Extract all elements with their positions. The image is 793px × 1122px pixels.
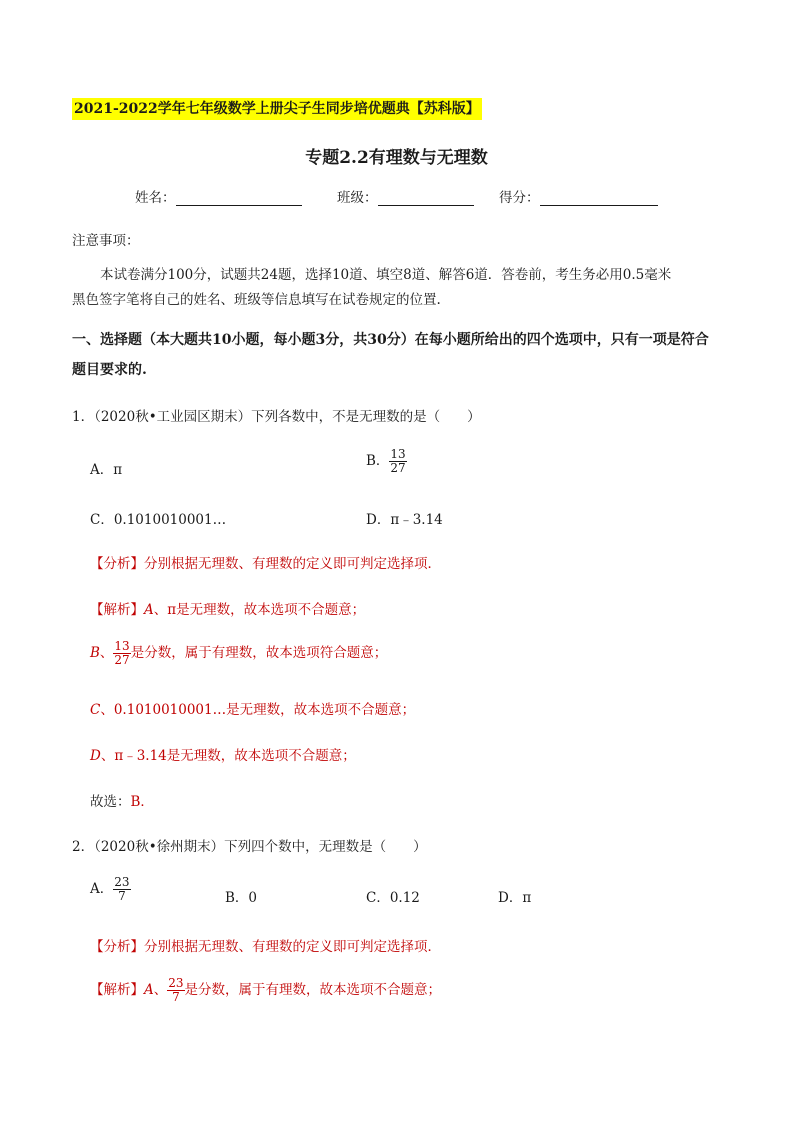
q2-option-b: B．0 <box>225 890 258 906</box>
name-blank[interactable] <box>176 191 302 206</box>
analysis-text: 分别根据无理数、有理数的定义即可判定选择项． <box>144 556 441 572</box>
fraction-numerator: 23 <box>168 976 184 990</box>
score-label: 得分： <box>499 190 540 206</box>
fraction-numerator: 13 <box>390 447 406 461</box>
solution-text: 、0.1010010001…是无理数，故本选项不合题意； <box>100 702 416 718</box>
solution-text: 是分数，属于有理数，故本选项不合题意； <box>184 982 442 998</box>
q2-option-a <box>90 876 131 903</box>
notes-heading: 注意事项： <box>72 233 140 249</box>
notes-line-1: 本试卷满分100分，试题共24题，选择10道、填空8道、解答6道．答卷前，考生务必用0.5毫米 <box>100 267 672 283</box>
solution-tag: 【解析】 <box>90 602 144 618</box>
q1-option-b <box>366 448 407 475</box>
q1-option-c: C．0.1010010001… <box>90 512 227 528</box>
option-letter: B <box>90 645 100 661</box>
solution-tag: 【解析】 <box>90 982 144 998</box>
q1-solution-b <box>90 640 387 667</box>
q2-stem: 2．（2020秋•徐州期末）下列四个数中，无理数是（ ） <box>72 839 427 855</box>
section-heading-line-2: 题目要求的. <box>72 362 147 378</box>
score-blank[interactable] <box>540 191 658 206</box>
q1-option-b-prefix: B． <box>366 453 390 469</box>
q1-solution-d <box>90 744 356 764</box>
fraction-denominator: 27 <box>114 653 130 667</box>
solution-text: 、π﹣3.14是无理数，故本选项不合题意； <box>100 748 356 764</box>
q1-answer <box>90 790 154 810</box>
class-blank[interactable] <box>378 191 474 206</box>
q2-option-a-prefix: A． <box>90 881 114 897</box>
q2-option-a-fraction <box>113 876 130 903</box>
q1-option-b-fraction <box>389 448 406 475</box>
notes-line-2: 黑色签字笔将自己的姓名、班级等信息填写在试卷规定的位置. <box>72 292 441 308</box>
name-label: 姓名： <box>135 190 176 206</box>
q2-analysis <box>90 935 441 955</box>
document-title: 专题2.2有理数与无理数 <box>305 148 488 168</box>
solution-text: 、π是无理数，故本选项不合题意； <box>153 602 366 618</box>
separator: 、 <box>99 645 114 661</box>
option-letter: A <box>144 982 154 998</box>
option-letter: C <box>90 702 101 718</box>
answer-label: 故选： <box>90 794 131 810</box>
fraction-numerator: 13 <box>114 639 130 653</box>
analysis-tag: 【分析】 <box>90 939 144 955</box>
analysis-tag: 【分析】 <box>90 556 144 572</box>
class-field <box>337 186 474 206</box>
q2-solution-a <box>90 977 441 1004</box>
option-letter: D <box>90 748 101 764</box>
answer-value: B． <box>130 794 154 810</box>
solution-a-fraction <box>167 977 184 1004</box>
q1-analysis <box>90 552 441 572</box>
section-heading-line-1: 一、选择题（本大题共10小题，每小题3分，共30分）在每小题所给出的四个选项中，只有一项是符合 <box>72 332 709 348</box>
solution-b-fraction <box>113 640 130 667</box>
q2-option-d: D．π <box>498 890 532 906</box>
fraction-denominator: 7 <box>118 889 126 903</box>
q1-stem: 1．（2020秋•工业园区期末）下列各数中，不是无理数的是（ ） <box>72 409 481 425</box>
document-banner: 2021-2022学年七年级数学上册尖子生同步培优题典【苏科版】 <box>72 98 482 120</box>
fraction-denominator: 27 <box>390 461 406 475</box>
score-field <box>499 186 658 206</box>
class-label: 班级： <box>337 190 378 206</box>
separator: 、 <box>153 982 168 998</box>
name-field <box>135 186 302 206</box>
q1-option-d: D．π﹣3.14 <box>366 512 443 528</box>
q1-solution-a <box>90 598 365 618</box>
q2-option-c: C．0.12 <box>366 890 420 906</box>
q1-option-a: A．π <box>90 462 123 478</box>
analysis-text: 分别根据无理数、有理数的定义即可判定选择项． <box>144 939 441 955</box>
fraction-numerator: 23 <box>114 875 130 889</box>
solution-text: 是分数，属于有理数，故本选项符合题意； <box>130 645 388 661</box>
q1-solution-c <box>90 698 415 718</box>
option-letter: A <box>144 602 154 618</box>
fraction-denominator: 7 <box>172 990 180 1004</box>
